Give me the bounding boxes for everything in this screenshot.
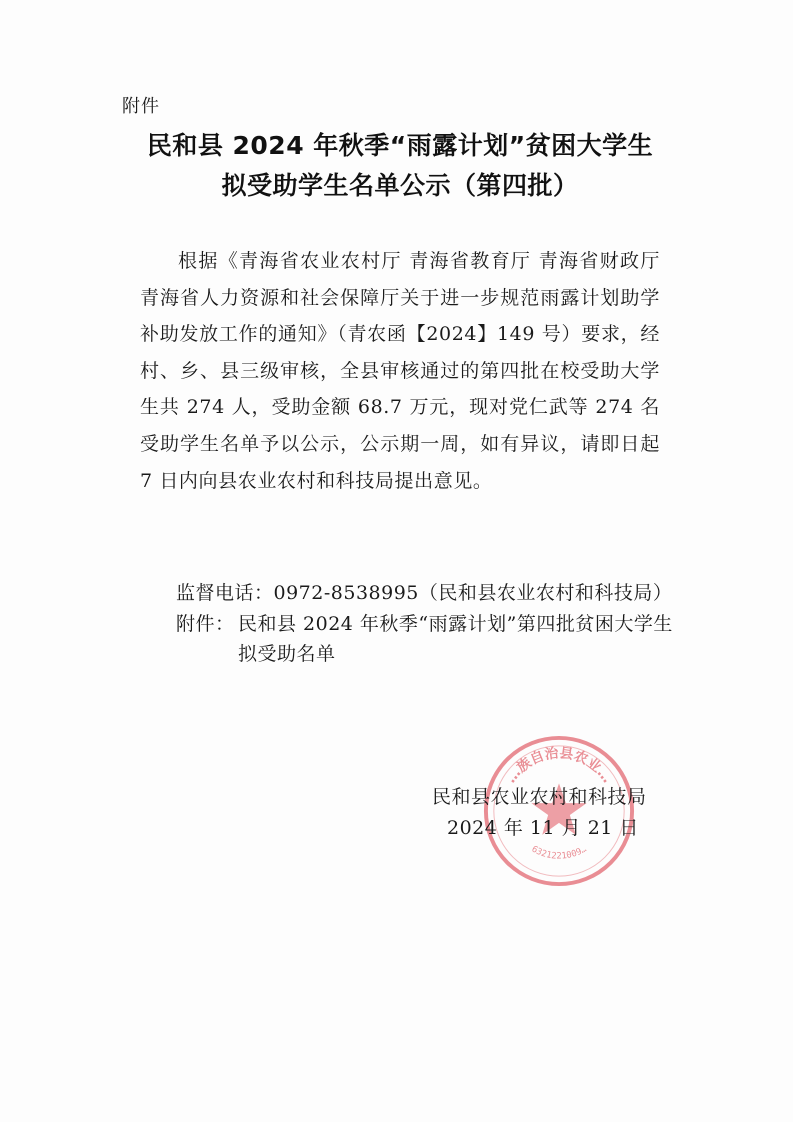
annex-title: 民和县 2024 年秋季“雨露计划”第四批贫困大学生拟受助名单 — [238, 613, 673, 665]
annex-line — [176, 609, 676, 669]
supervision-phone-line: 监督电话：0972-8538995（民和县农业农村和科技局） — [176, 582, 673, 604]
document-title-line-1: 民和县 2024 年秋季“雨露计划”贫困大学生 — [146, 131, 654, 160]
svg-text:6321221009… — [530, 844, 589, 861]
signature-date: 2024 年 11 月 21 日 — [447, 817, 639, 839]
seal-number-text: 6321221009… — [529, 844, 589, 862]
annex-prefix: 附件： — [176, 613, 235, 635]
seal-ring-text: …族自治县农业… — [503, 745, 615, 787]
official-seal-stamp — [480, 732, 638, 890]
attachment-label: 附件 — [122, 96, 160, 117]
body-paragraph: 根据《青海省农业农村厅 青海省教育厅 青海省财政厅 青海省人力资源和社会保障厅关于进一步规范雨露计划助学补助发放工作的通知》（青农函【2024】149 号）要求，经村、乡、县三级审核，全县审核通过的第四批在校受助大学生共 274 人，受助金额 68.7 万元，现对党仁武等 274 名受助学生名单予以公示，公示期一周，如有异议，请即日起 7 日内向县农业农村和科技局提出意见。 — [140, 250, 660, 492]
document-title-line-2: 拟受助学生名单公示（第四批） — [221, 171, 579, 200]
signature-organization: 民和县农业农村和科技局 — [432, 786, 647, 808]
